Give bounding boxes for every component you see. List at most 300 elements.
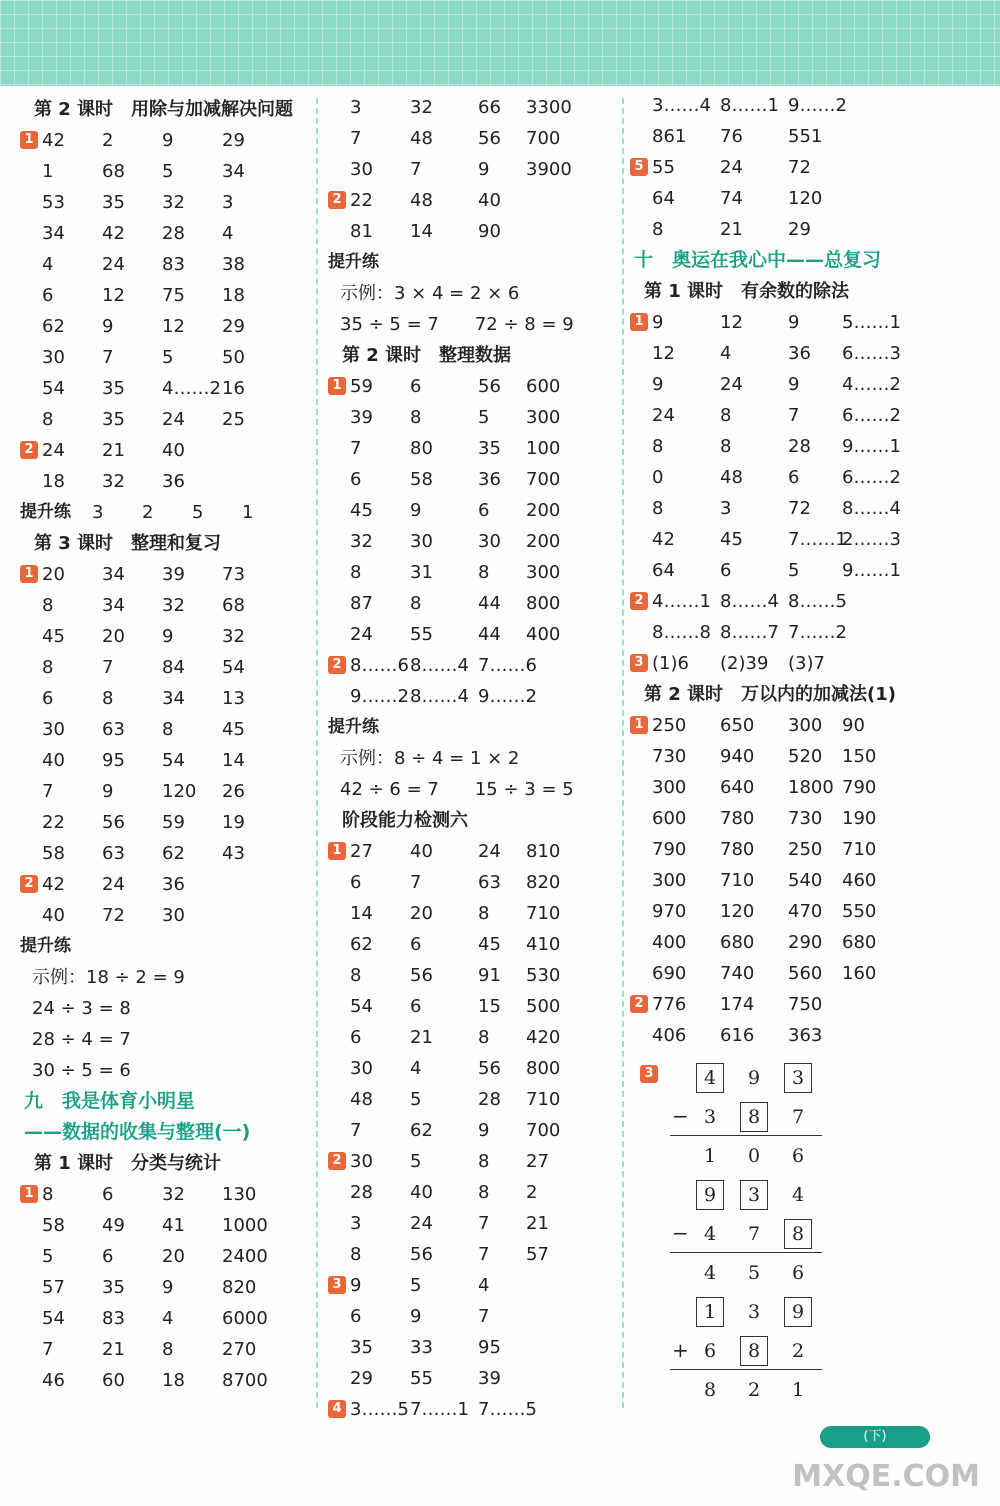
filled-box-digit: 8 [784,1219,812,1249]
digit: 0 [748,1145,761,1167]
answer-row [20,249,310,280]
answer-value: 800 [526,1058,561,1079]
answer-value: 57 [42,1277,65,1298]
answer-row [328,991,618,1022]
answer-row [20,218,310,249]
answer-value: 8……4 [410,655,469,676]
answer-row [328,309,618,340]
answer-row [328,1022,618,1053]
answer-row [328,216,618,247]
answer-value: 49 [102,1215,125,1236]
answer-text: 42 ÷ 6 = 7 15 ÷ 3 = 5 [340,779,574,800]
answer-value: 21 [720,219,743,240]
answer-value: 12 [720,312,743,333]
answer-value: 35 [350,1337,373,1358]
answer-row [328,464,618,495]
answer-value: 21 [526,1213,549,1234]
answer-value: 39 [478,1368,501,1389]
answer-value: 16 [222,378,245,399]
answer-value: 35 [102,378,125,399]
answer-value: 1 [242,502,254,523]
answer-row [630,431,990,462]
answer-row [20,1241,310,1272]
answer-value: 76 [720,126,743,147]
answer-value: 57 [526,1244,549,1265]
answer-value: 8……4 [720,591,779,612]
question-number-badge: 1 [328,377,346,395]
answer-row [328,929,618,960]
answer-value: 190 [842,808,877,829]
question-number-badge: 2 [328,1152,346,1170]
answer-row [630,648,990,679]
answer-value: 8 [350,965,362,986]
answer-row [20,1334,310,1365]
answer-value: 9 [102,316,114,337]
answer-row [630,90,990,121]
answer-value: 35 [102,192,125,213]
answer-value: 45 [350,500,373,521]
answer-value: 50 [222,347,245,368]
answer-value: 780 [720,839,755,860]
answer-value: 27 [350,841,373,862]
answer-row [20,993,310,1024]
answer-value: 32 [350,531,373,552]
answer-row [328,1270,618,1301]
lesson-heading: 阶段能力检测六 [342,810,468,831]
answer-row [630,152,990,183]
answer-value: 9 [162,1277,174,1298]
answer-value: 6000 [222,1308,268,1329]
answer-value: 24 [162,409,185,430]
answer-row [20,962,310,993]
answer-value: 40 [42,750,65,771]
answer-row [328,123,618,154]
question-number-badge: 1 [20,565,38,583]
answer-value: 2……3 [842,529,901,550]
answer-row [20,776,310,807]
answer-value: 290 [788,932,823,953]
answer-value: 800 [526,593,561,614]
answer-value: 21 [102,440,125,461]
answer-value: 3……4 [652,95,711,116]
practice-label: 提升练 [328,717,379,737]
answer-value: 41 [162,1215,185,1236]
answer-value: 710 [526,903,561,924]
answer-value: 54 [42,1308,65,1329]
answer-value: 12 [102,285,125,306]
filled-box-digit: 8 [740,1336,768,1366]
page-footer-tag: (下) [820,1426,930,1448]
answer-value: 250 [652,715,687,736]
answer-value: 33 [410,1337,433,1358]
answer-value: 710 [526,1089,561,1110]
answer-value: 616 [720,1025,755,1046]
answer-value: 9 [162,626,174,647]
answer-value: 150 [842,746,877,767]
answer-value: 21 [410,1027,433,1048]
answer-value: 4 [222,223,234,244]
answer-value: 8700 [222,1370,268,1391]
answer-row [630,462,990,493]
answer-value: 640 [720,777,755,798]
answer-value: 7……5 [478,1399,537,1420]
answer-row [328,1115,618,1146]
question-number-badge: 5 [630,158,648,176]
answer-row [328,650,618,681]
answer-value: 530 [526,965,561,986]
answer-value: 8 [720,405,732,426]
answer-value: 28 [162,223,185,244]
answer-row [630,865,990,896]
answer-value: 30 [350,1058,373,1079]
answer-value: 9 [788,312,800,333]
answer-value: 3 [350,97,362,118]
answer-value: 5 [410,1151,422,1172]
answer-value: 83 [162,254,185,275]
answer-row [328,495,618,526]
answer-value: 551 [788,126,823,147]
answer-value: 14 [350,903,373,924]
answer-row [20,1117,310,1148]
answer-row [630,989,990,1020]
answer-value: 400 [526,624,561,645]
answer-row [328,526,618,557]
answer-value: 9……2 [788,95,847,116]
lesson-heading: 第 3 课时 整理和复习 [34,533,222,554]
answer-value: 24 [410,1213,433,1234]
answer-value: 35 [102,409,125,430]
answer-text: 24 ÷ 3 = 8 [32,998,131,1019]
answer-value: 62 [42,316,65,337]
answer-value: 6 [720,560,732,581]
answer-row [328,278,618,309]
digit: 2 [748,1379,761,1401]
answer-value: 58 [410,469,433,490]
digit: 7 [748,1223,761,1245]
answer-value: 74 [720,188,743,209]
answer-value: 29 [788,219,811,240]
answer-value: 4……2 [162,378,221,399]
answer-value: 250 [788,839,823,860]
answer-value: 72 [788,498,811,519]
answer-text: 示例：3 × 4 = 2 × 6 [340,283,520,304]
answer-row [630,276,990,307]
answer-row [630,772,990,803]
answer-value: 48 [720,467,743,488]
answer-value: 6 [350,1027,362,1048]
digit: 9 [748,1067,761,1089]
answer-value: 42 [652,529,675,550]
column-divider [316,98,318,1408]
answer-value: 5 [410,1089,422,1110]
answer-value: 130 [222,1184,257,1205]
answer-value: 54 [222,657,245,678]
answer-value: 7……1 [788,529,847,550]
answer-value: 680 [720,932,755,953]
answer-value: 1000 [222,1215,268,1236]
answer-text: 示例：8 ÷ 4 = 1 × 2 [340,748,520,769]
answer-value: 34 [222,161,245,182]
answer-value: 36 [162,874,185,895]
watermark: MXQE.COM [792,1459,980,1494]
answer-value: 32 [102,471,125,492]
answer-value: 520 [788,746,823,767]
answer-value: 48 [350,1089,373,1110]
answer-value: 22 [350,190,373,211]
calculation-line [670,1135,822,1136]
filled-box-digit: 9 [784,1297,812,1327]
question-number-badge: 3 [328,1276,346,1294]
answer-value: 100 [526,438,561,459]
answer-value: 56 [410,965,433,986]
answer-value: 5 [42,1246,54,1267]
answer-value: 20 [42,564,65,585]
answer-value: 730 [788,808,823,829]
answer-row [328,619,618,650]
answer-value: 72 [788,157,811,178]
answer-value: 34 [102,564,125,585]
answer-value: 4……2 [842,374,901,395]
answer-value: 460 [842,870,877,891]
question-number-badge: 2 [328,656,346,674]
answer-row [20,497,310,528]
filled-box-digit: 8 [740,1102,768,1132]
answer-value: 24 [652,405,675,426]
answer-value: 27 [526,1151,549,1172]
answer-value: 6 [102,1246,114,1267]
answer-value: 600 [652,808,687,829]
answer-value: 42 [42,874,65,895]
answer-value: 80 [410,438,433,459]
answer-value: 62 [162,843,185,864]
answer-value: 6……2 [842,405,901,426]
answer-row [20,807,310,838]
answer-value: 120 [720,901,755,922]
answer-value: 400 [652,932,687,953]
question-number-badge: 1 [20,1185,38,1203]
answer-value: 8 [42,1184,54,1205]
answer-value: 24 [720,157,743,178]
answer-value: 29 [222,316,245,337]
answer-value: 35 [478,438,501,459]
operator-sign: + [672,1338,689,1362]
answer-row [20,1179,310,1210]
answer-value: 6 [102,1184,114,1205]
answer-value: 3300 [526,97,572,118]
answer-value: 45 [42,626,65,647]
vertical-arithmetic [640,1063,840,1413]
digit: 1 [704,1145,717,1167]
answer-value: 34 [102,595,125,616]
answer-row [328,1053,618,1084]
answer-value: 24 [102,254,125,275]
filled-box-digit: 4 [696,1063,724,1093]
answer-value: 8 [350,562,362,583]
digit: 1 [792,1379,805,1401]
answer-value: 4……1 [652,591,711,612]
answer-row [328,185,618,216]
answer-value: (3)7 [788,653,825,674]
answer-value: 45 [222,719,245,740]
answer-value: 36 [478,469,501,490]
answer-value: 5 [192,502,204,523]
answer-value: 8……8 [652,622,711,643]
answer-value: 56 [410,1244,433,1265]
answer-value: 60 [102,1370,125,1391]
answer-value: 7 [478,1213,490,1234]
digit: 5 [748,1262,761,1284]
answer-text: 示例：18 ÷ 2 = 9 [32,967,185,988]
answer-value: 62 [350,934,373,955]
answer-value: 40 [410,1182,433,1203]
answer-value: 64 [652,188,675,209]
answer-value: 9 [478,1120,490,1141]
answer-value: 8……4 [842,498,901,519]
answer-value: 68 [102,161,125,182]
answer-row [630,400,990,431]
question-number-badge: 2 [630,995,648,1013]
answer-value: 9 [350,1275,362,1296]
answer-value: 39 [162,564,185,585]
answer-row [328,1084,618,1115]
answer-row [20,187,310,218]
answer-value: 420 [526,1027,561,1048]
answer-value: 790 [652,839,687,860]
answer-value: 9 [788,374,800,395]
answer-value: 59 [162,812,185,833]
answer-value: 40 [410,841,433,862]
answer-value: 68 [222,595,245,616]
answer-value: 9 [652,374,664,395]
answer-row [20,404,310,435]
answer-value: (1)6 [652,653,689,674]
answer-value: 363 [788,1025,823,1046]
answer-value: 28 [350,1182,373,1203]
answer-row [630,555,990,586]
answer-value: (2)39 [720,653,769,674]
answer-value: 56 [478,128,501,149]
answer-value: 940 [720,746,755,767]
answer-value: 55 [652,157,675,178]
answer-value: 160 [842,963,877,984]
answer-value: 84 [162,657,185,678]
answer-row [630,679,990,710]
answer-value: 700 [526,1120,561,1141]
answer-row [20,1303,310,1334]
answer-value: 42 [102,223,125,244]
answer-value: 28 [788,436,811,457]
answer-value: 72 [102,905,125,926]
answer-value: 680 [842,932,877,953]
answer-value: 7 [42,1339,54,1360]
answer-value: 500 [526,996,561,1017]
answer-row [630,493,990,524]
answer-value: 406 [652,1025,687,1046]
answer-value: 6 [788,467,800,488]
unit-heading: 九 我是体育小明星 [24,1090,196,1112]
answer-value: 45 [478,934,501,955]
answer-value: 740 [720,963,755,984]
answer-value: 30 [42,719,65,740]
answer-value: 300 [526,562,561,583]
lesson-heading: 第 1 课时 分类与统计 [34,1153,222,1174]
answer-value: 62 [410,1120,433,1141]
answer-row [630,958,990,989]
answer-value: 820 [526,872,561,893]
answer-row [328,1394,618,1425]
question-number-badge: 2 [20,441,38,459]
digit: 7 [792,1106,805,1128]
answer-value: 15 [478,996,501,1017]
answer-value: 120 [162,781,197,802]
operator-sign: − [672,1221,689,1245]
answer-value: 13 [222,688,245,709]
question-number-badge: 2 [328,191,346,209]
question-number-badge: 1 [630,313,648,331]
answer-row [20,280,310,311]
answer-value: 39 [350,407,373,428]
answer-row [328,1363,618,1394]
answer-row [630,121,990,152]
answer-value: 7 [350,128,362,149]
answer-row [20,1210,310,1241]
answer-value: 90 [478,221,501,242]
answer-value: 7 [102,347,114,368]
answer-value: 300 [652,870,687,891]
answer-value: 95 [478,1337,501,1358]
answer-value: 6 [350,469,362,490]
answer-value: 9……1 [842,436,901,457]
answer-value: 24 [720,374,743,395]
answer-row [328,1208,618,1239]
answer-value: 700 [526,469,561,490]
operator-sign: − [672,1104,689,1128]
answer-value: 8 [478,1151,490,1172]
answer-value: 540 [788,870,823,891]
answer-value: 24 [102,874,125,895]
answer-value: 8 [410,593,422,614]
answer-row [328,712,618,743]
answer-value: 4 [720,343,732,364]
answer-row [328,371,618,402]
digit: 3 [704,1106,717,1128]
answer-value: 2 [102,130,114,151]
answer-value: 3……5 [350,1399,409,1420]
answer-value: 9 [652,312,664,333]
answer-row [630,183,990,214]
answer-row [20,838,310,869]
answer-text: 30 ÷ 5 = 6 [32,1060,131,1081]
answer-value: 32 [162,192,185,213]
digit: 6 [792,1145,805,1167]
answer-value: 34 [42,223,65,244]
answer-value: 6 [410,376,422,397]
answer-value: 55 [410,624,433,645]
answer-value: 6 [478,500,490,521]
answer-value: 710 [720,870,755,891]
answer-row [630,803,990,834]
answer-value: 560 [788,963,823,984]
answer-row [328,836,618,867]
answer-value: 56 [102,812,125,833]
answer-value: 270 [222,1339,257,1360]
answer-value: 36 [162,471,185,492]
answer-value: 9……1 [842,560,901,581]
answer-row [20,466,310,497]
question-number-badge: 1 [630,716,648,734]
question-number-badge: 3 [640,1065,658,1083]
digit: 4 [704,1223,717,1245]
